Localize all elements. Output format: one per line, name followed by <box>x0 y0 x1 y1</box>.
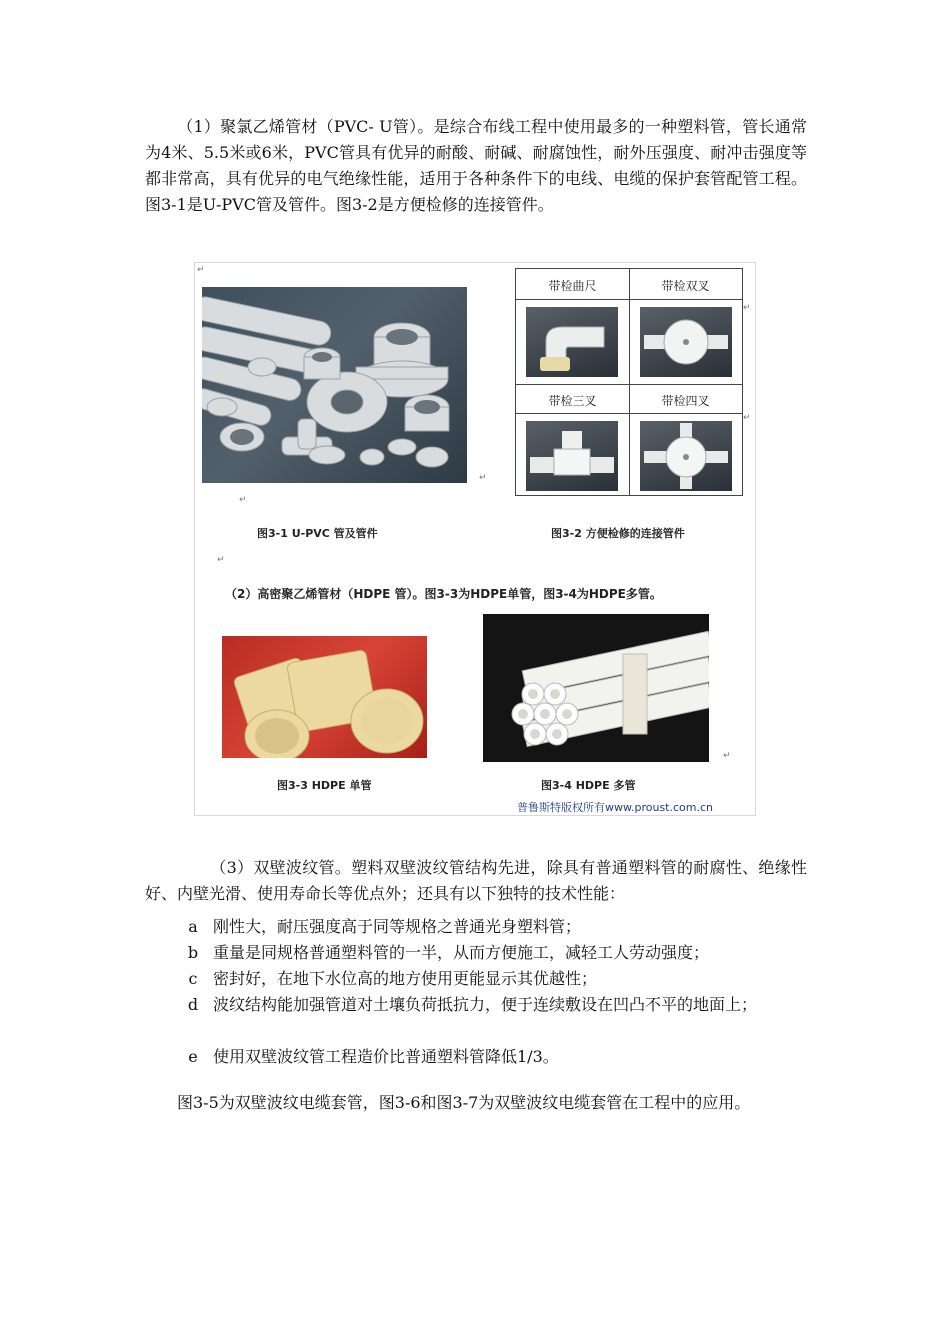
return-mark: ↵ <box>743 413 751 423</box>
paragraph-pvc: （1）聚氯乙烯管材（PVC- U管）。是综合布线工程中使用最多的一种塑料管，管长通常为4米、5.5米或6米，PVC管具有优异的耐酸、耐碱、耐腐蚀性，耐外压强度、耐冲击强度等都非常高，具有优异的电气绝缘性能，适用于各种条件下的电线、电缆的保护套管配管工程。图3-1是U-PVC管及管件。图3-2是方便检修的连接管件。 <box>145 117 807 214</box>
list-item: a 刚性大，耐压强度高于同等规格之普通光身塑料管； <box>188 917 582 936</box>
list-item: e 使用双壁波纹管工程造价比普通塑料管降低1/3。 <box>188 1047 559 1066</box>
return-mark: ↵ <box>743 303 751 313</box>
return-mark: ↵ <box>217 555 225 565</box>
pipe-figure <box>194 262 756 816</box>
fittings-grid <box>515 268 743 496</box>
hdpe-intro-line: （2）高密聚乙烯管材（HDPE 管）。图3-3为HDPE单管，图3-4为HDPE多管。 <box>225 587 662 601</box>
upvc-pipes-photo <box>202 287 467 483</box>
hdpe-single-pipe-photo <box>222 636 427 758</box>
list-item: c 密封好，在地下水位高的地方使用更能显示其优越性； <box>188 969 598 988</box>
caption-fig-3-3: 图3-3 HDPE 单管 <box>277 779 372 792</box>
return-mark: ↵ <box>239 495 247 505</box>
copyright-watermark: 普鲁斯特版权所有www.proust.com.cn <box>517 801 713 814</box>
caption-fig-3-1: 图3-1 U-PVC 管及管件 <box>257 527 378 540</box>
caption-fig-3-2: 图3-2 方便检修的连接管件 <box>551 527 685 540</box>
paragraph-figures: 图3-5为双壁波纹电缆套管，图3-6和图3-7为双壁波纹电缆套管在工程中的应用。 <box>177 1093 751 1112</box>
paragraph-corrugated: （3）双壁波纹管。塑料双壁波纹管结构先进，除具有普通塑料管的耐腐性、绝缘性好、内壁光滑、使用寿命长等优点外；还具有以下独特的技术性能： <box>145 858 807 903</box>
hdpe-multi-pipe-photo <box>483 614 709 762</box>
four-way-box-photo <box>640 421 732 491</box>
list-item: d 波纹结构能加强管道对土壤负荷抵抗力，便于连续敷设在凹凸不平的地面上； <box>187 995 758 1014</box>
return-mark: ↵ <box>479 473 487 483</box>
fitting-label: 带检曲尺 <box>548 279 597 293</box>
return-mark: ↵ <box>197 265 205 275</box>
list-item: b 重量是同规格普通塑料管的一半，从而方便施工，减轻工人劳动强度； <box>187 943 710 962</box>
fitting-label: 带检双叉 <box>661 279 710 293</box>
elbow-fitting-photo <box>526 307 618 377</box>
two-way-box-photo <box>640 307 732 377</box>
fitting-label: 带检四叉 <box>661 394 710 408</box>
fitting-label: 带检三叉 <box>548 394 597 408</box>
tee-box-photo <box>526 421 618 491</box>
caption-fig-3-4: 图3-4 HDPE 多管 <box>541 779 636 792</box>
return-mark: ↵ <box>723 751 731 761</box>
